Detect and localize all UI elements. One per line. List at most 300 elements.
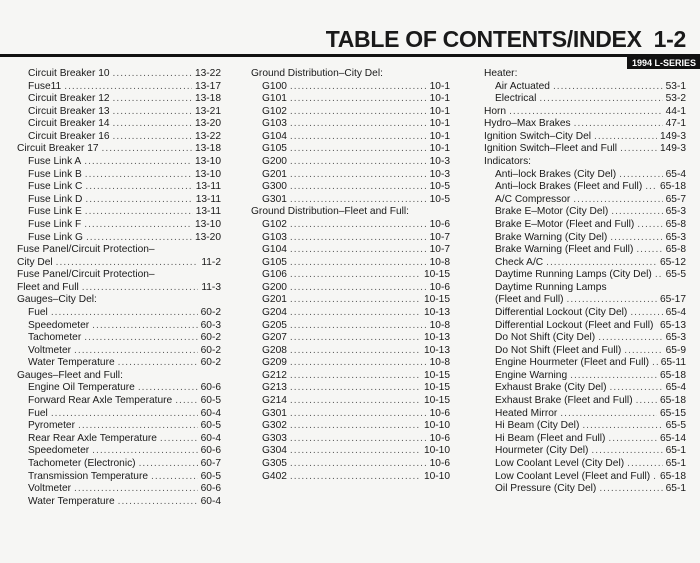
dot-leader bbox=[51, 408, 198, 421]
index-entry bbox=[17, 433, 221, 446]
entry-page-number: 65-18 bbox=[659, 181, 686, 193]
entry-label: Pyrometer bbox=[28, 420, 75, 432]
dot-leader bbox=[582, 420, 662, 433]
index-heading bbox=[251, 206, 450, 219]
entry-label: Do Not Shift (Fleet and Full) bbox=[495, 344, 622, 356]
dot-leader bbox=[78, 420, 198, 433]
entry-label: Speedometer bbox=[28, 445, 90, 457]
dot-leader bbox=[608, 433, 657, 446]
entry-page-number: 60-3 bbox=[200, 319, 221, 331]
entry-page-number: 10-6 bbox=[429, 432, 450, 444]
entry-page-number: 10-1 bbox=[429, 143, 450, 155]
index-entry bbox=[17, 345, 221, 358]
entry-page-number: 65-1 bbox=[665, 483, 686, 495]
dot-leader bbox=[624, 345, 662, 358]
dot-leader bbox=[560, 408, 657, 421]
index-entry bbox=[251, 194, 450, 207]
entry-label: Fuel bbox=[28, 306, 48, 318]
index-entry bbox=[251, 81, 450, 94]
index-entry bbox=[17, 68, 221, 81]
entry-page-number: 65-3 bbox=[665, 231, 686, 243]
entry-label: Circuit Breaker 14 bbox=[28, 118, 110, 130]
dot-leader bbox=[655, 269, 663, 282]
entry-page-number: 10-15 bbox=[423, 369, 450, 381]
dot-leader bbox=[290, 458, 427, 471]
entry-label: G302 bbox=[262, 420, 287, 432]
index-entry bbox=[251, 93, 450, 106]
index-entry bbox=[17, 93, 221, 106]
dot-leader bbox=[290, 471, 421, 484]
index-entry bbox=[17, 320, 221, 333]
entry-label: G301 bbox=[262, 193, 287, 205]
entry-page-number: 13-18 bbox=[194, 143, 221, 155]
dot-leader bbox=[290, 395, 421, 408]
entry-label: Fuse Link B bbox=[28, 168, 82, 180]
index-entry bbox=[251, 370, 450, 383]
entry-page-number: 65-5 bbox=[665, 269, 686, 281]
entry-page-number: 60-4 bbox=[200, 495, 221, 507]
title-text: TABLE OF CONTENTS/INDEX bbox=[325, 26, 642, 52]
index-entry bbox=[251, 471, 450, 484]
index-entry bbox=[251, 294, 450, 307]
entry-label: Daytime Running Lamps bbox=[495, 281, 607, 293]
dot-leader bbox=[290, 320, 427, 333]
entry-page-number: 13-10 bbox=[194, 156, 221, 168]
index-entry bbox=[484, 294, 686, 307]
entry-page-number: 44-1 bbox=[665, 105, 686, 117]
index-entry bbox=[484, 118, 686, 131]
entry-page-number: 10-6 bbox=[429, 218, 450, 230]
entry-label: Water Temperature bbox=[28, 495, 115, 507]
entry-label: Hi Beam (Fleet and Full) bbox=[495, 432, 606, 444]
index-entry bbox=[251, 282, 450, 295]
entry-page-number: 10-15 bbox=[423, 294, 450, 306]
index-entry bbox=[251, 118, 450, 131]
entry-label: Ground Distribution–Fleet and Full: bbox=[251, 206, 409, 218]
entry-page-number: 13-10 bbox=[194, 168, 221, 180]
entry-page-number: 60-4 bbox=[200, 407, 221, 419]
dot-leader bbox=[51, 307, 198, 320]
dot-leader bbox=[84, 219, 192, 232]
index-entry bbox=[484, 194, 686, 207]
entry-page-number: 13-11 bbox=[195, 193, 221, 205]
index-heading bbox=[17, 244, 221, 257]
dot-leader bbox=[567, 294, 657, 307]
entry-label: Tachometer (Electronic) bbox=[28, 457, 136, 469]
entry-page-number: 13-20 bbox=[194, 231, 221, 243]
dot-leader bbox=[290, 370, 421, 383]
dot-leader bbox=[290, 345, 421, 358]
entry-label: Engine Oil Temperature bbox=[28, 382, 135, 394]
dot-leader bbox=[290, 131, 427, 144]
entry-page-number: 10-1 bbox=[429, 105, 450, 117]
entry-page-number: 10-8 bbox=[429, 256, 450, 268]
index-entry bbox=[251, 219, 450, 232]
page-number: 1-2 bbox=[653, 26, 686, 52]
entry-label: Hourmeter (City Del) bbox=[495, 445, 589, 457]
index-entry bbox=[484, 370, 686, 383]
entry-page-number: 65-14 bbox=[659, 432, 686, 444]
entry-page-number: 60-4 bbox=[200, 432, 221, 444]
index-entry bbox=[251, 269, 450, 282]
index-entry bbox=[484, 307, 686, 320]
index-entry bbox=[17, 395, 221, 408]
entry-label: City Del bbox=[17, 256, 53, 268]
entry-page-number: 65-11 bbox=[660, 357, 686, 369]
entry-page-number: 60-2 bbox=[200, 357, 221, 369]
index-entry bbox=[484, 206, 686, 219]
dot-leader bbox=[113, 68, 192, 81]
dot-leader bbox=[594, 131, 657, 144]
entry-label: G105 bbox=[262, 256, 287, 268]
entry-page-number: 13-10 bbox=[194, 218, 221, 230]
dot-leader bbox=[637, 219, 662, 232]
index-entry bbox=[251, 445, 450, 458]
index-entry bbox=[484, 408, 686, 421]
dot-leader bbox=[56, 257, 199, 270]
dot-leader bbox=[86, 232, 192, 245]
entry-label: G201 bbox=[262, 294, 287, 306]
entry-label: A/C Compressor bbox=[495, 193, 571, 205]
dot-leader bbox=[290, 169, 427, 182]
entry-label: Fuse Link G bbox=[28, 231, 83, 243]
dot-leader bbox=[290, 106, 427, 119]
entry-label: G200 bbox=[262, 156, 287, 168]
index-entry bbox=[251, 156, 450, 169]
dot-leader bbox=[85, 181, 192, 194]
entry-label: Fuse Panel/Circuit Protection– bbox=[17, 244, 155, 256]
entry-label: Circuit Breaker 13 bbox=[28, 105, 110, 117]
index-heading bbox=[484, 156, 686, 169]
entry-page-number: 10-13 bbox=[423, 306, 450, 318]
dot-leader bbox=[653, 471, 657, 484]
entry-label: G204 bbox=[262, 306, 287, 318]
index-entry bbox=[484, 332, 686, 345]
index-entry bbox=[251, 181, 450, 194]
dot-leader bbox=[290, 143, 427, 156]
entry-page-number: 13-22 bbox=[194, 68, 221, 79]
entry-page-number: 10-1 bbox=[429, 93, 450, 105]
index-entry bbox=[251, 345, 450, 358]
entry-label: Electrical bbox=[495, 93, 537, 105]
entry-label: G106 bbox=[262, 269, 287, 281]
index-entry bbox=[17, 483, 221, 496]
entry-page-number: 65-7 bbox=[665, 193, 686, 205]
index-entry bbox=[17, 282, 221, 295]
dot-leader bbox=[85, 169, 192, 182]
entry-label: Tachometer bbox=[28, 332, 82, 344]
header-rule bbox=[0, 54, 700, 57]
entry-label: Brake Warning (City Del) bbox=[495, 231, 608, 243]
entry-page-number: 65-1 bbox=[665, 457, 686, 469]
index-heading bbox=[484, 68, 686, 81]
entry-label: Differential Lockout (City Del) bbox=[495, 306, 628, 318]
index-entry bbox=[17, 143, 221, 156]
index-entry bbox=[17, 307, 221, 320]
entry-page-number: 60-7 bbox=[200, 457, 221, 469]
entry-label: G201 bbox=[262, 168, 287, 180]
entry-page-number: 60-2 bbox=[200, 344, 221, 356]
dot-leader bbox=[573, 194, 662, 207]
entry-page-number: 10-8 bbox=[429, 357, 450, 369]
dot-leader bbox=[290, 332, 421, 345]
dot-leader bbox=[619, 169, 662, 182]
dot-leader bbox=[290, 257, 427, 270]
index-entry bbox=[17, 445, 221, 458]
entry-label: Low Coolant Level (Fleet and Full) bbox=[495, 470, 651, 482]
index-entry bbox=[17, 496, 221, 509]
dot-leader bbox=[290, 232, 427, 245]
entry-label: Ground Distribution–City Del: bbox=[251, 68, 383, 79]
dot-leader bbox=[290, 93, 427, 106]
entry-page-number: 60-5 bbox=[200, 470, 221, 482]
index-entry bbox=[251, 106, 450, 119]
entry-label: Brake E–Motor (Fleet and Full) bbox=[495, 218, 635, 230]
index-entry bbox=[17, 169, 221, 182]
dot-leader bbox=[85, 194, 192, 207]
index-entry bbox=[484, 181, 686, 194]
dot-leader bbox=[118, 496, 198, 509]
dot-leader bbox=[290, 433, 427, 446]
entry-page-number: 10-13 bbox=[423, 332, 450, 344]
index-entry bbox=[17, 357, 221, 370]
entry-label: G200 bbox=[262, 281, 287, 293]
entry-label: Hi Beam (City Del) bbox=[495, 420, 580, 432]
index-entry bbox=[251, 382, 450, 395]
entry-page-number: 10-3 bbox=[429, 168, 450, 180]
entry-page-number: 65-4 bbox=[665, 168, 686, 180]
index-entry bbox=[251, 395, 450, 408]
entry-page-number: 10-1 bbox=[429, 130, 450, 142]
entry-label: Exhaust Brake (City Del) bbox=[495, 382, 607, 394]
entry-page-number: 60-6 bbox=[200, 382, 221, 394]
dot-leader bbox=[539, 93, 662, 106]
index-entry bbox=[484, 395, 686, 408]
entry-label: Anti–lock Brakes (Fleet and Full) bbox=[495, 181, 643, 193]
dot-leader bbox=[591, 445, 662, 458]
entry-page-number: 13-22 bbox=[194, 130, 221, 142]
entry-page-number: 65-12 bbox=[659, 256, 686, 268]
dot-leader bbox=[627, 458, 663, 471]
dot-leader bbox=[74, 483, 198, 496]
entry-label: Oil Pressure (City Del) bbox=[495, 483, 597, 495]
dot-leader bbox=[290, 219, 427, 232]
dot-leader bbox=[175, 395, 197, 408]
index-heading bbox=[17, 269, 221, 282]
entry-page-number: 60-2 bbox=[200, 306, 221, 318]
entry-page-number: 65-18 bbox=[659, 395, 686, 407]
entry-label: Differential Lockout (Fleet and Full) bbox=[495, 319, 654, 331]
index-heading bbox=[251, 68, 450, 81]
dot-leader bbox=[290, 408, 427, 421]
dot-leader bbox=[290, 118, 427, 131]
entry-label: Fuel bbox=[28, 407, 48, 419]
index-entry bbox=[484, 169, 686, 182]
entry-label: Fuse Link F bbox=[28, 218, 82, 230]
page-title bbox=[326, 26, 686, 53]
dot-leader bbox=[630, 307, 662, 320]
entry-label: Exhaust Brake (Fleet and Full) bbox=[495, 395, 633, 407]
entry-label: G213 bbox=[262, 382, 287, 394]
dot-leader bbox=[652, 357, 658, 370]
index-entry bbox=[17, 408, 221, 421]
index-entry bbox=[251, 357, 450, 370]
entry-label: Heater: bbox=[484, 68, 518, 79]
entry-label: G209 bbox=[262, 357, 287, 369]
entry-label: Engine Hourmeter (Fleet and Full) bbox=[495, 357, 650, 369]
dot-leader bbox=[64, 81, 192, 94]
dot-leader bbox=[290, 445, 421, 458]
index-entry bbox=[251, 232, 450, 245]
dot-leader bbox=[290, 181, 427, 194]
entry-page-number: 65-15 bbox=[659, 407, 686, 419]
dot-leader bbox=[160, 433, 198, 446]
entry-label: G207 bbox=[262, 332, 287, 344]
entry-page-number: 65-17 bbox=[659, 294, 686, 306]
entry-page-number: 13-21 bbox=[194, 105, 221, 117]
dot-leader bbox=[113, 118, 192, 131]
entry-label: Indicators: bbox=[484, 156, 531, 168]
index-entry bbox=[484, 357, 686, 370]
index-entry bbox=[251, 143, 450, 156]
entry-label: Transmission Temperature bbox=[28, 470, 149, 482]
entry-page-number: 65-3 bbox=[665, 206, 686, 218]
entry-page-number: 10-6 bbox=[429, 281, 450, 293]
index-entry bbox=[17, 458, 221, 471]
index-entry bbox=[251, 244, 450, 257]
entry-page-number: 10-7 bbox=[429, 231, 450, 243]
entry-label: Rear Rear Axle Temperature bbox=[28, 432, 157, 444]
entry-page-number: 10-3 bbox=[429, 156, 450, 168]
entry-page-number: 13-18 bbox=[194, 93, 221, 105]
entry-label: G205 bbox=[262, 319, 287, 331]
entry-label: Fleet and Full bbox=[17, 281, 79, 293]
entry-page-number: 10-6 bbox=[429, 457, 450, 469]
dot-leader bbox=[290, 382, 421, 395]
index-entry bbox=[251, 408, 450, 421]
index-entry bbox=[17, 156, 221, 169]
index-entry bbox=[251, 420, 450, 433]
entry-label: G102 bbox=[262, 218, 287, 230]
dot-leader bbox=[290, 294, 421, 307]
index-entry bbox=[484, 257, 686, 270]
entry-page-number: 65-3 bbox=[665, 332, 686, 344]
entry-page-number: 10-10 bbox=[423, 445, 450, 457]
index-entry bbox=[484, 81, 686, 94]
dot-leader bbox=[598, 332, 662, 345]
dot-leader bbox=[84, 156, 192, 169]
entry-label: Anti–lock Brakes (City Del) bbox=[495, 168, 617, 180]
index-entry bbox=[17, 81, 221, 94]
index-entry bbox=[484, 445, 686, 458]
entry-page-number: 60-2 bbox=[200, 332, 221, 344]
index-entry bbox=[484, 345, 686, 358]
entry-label: Fuse Link D bbox=[28, 193, 83, 205]
entry-label: Air Actuated bbox=[495, 80, 550, 92]
index-entry bbox=[17, 471, 221, 484]
entry-page-number: 10-7 bbox=[429, 244, 450, 256]
entry-page-number: 65-4 bbox=[665, 382, 686, 394]
entry-label: Heated Mirror bbox=[495, 407, 558, 419]
index-entry bbox=[484, 471, 686, 484]
entry-label: G303 bbox=[262, 432, 287, 444]
index-entry bbox=[484, 458, 686, 471]
index-entry bbox=[484, 320, 686, 333]
entry-page-number: 149-3 bbox=[659, 143, 686, 155]
index-entry bbox=[251, 131, 450, 144]
entry-label: Ignition Switch–Fleet and Full bbox=[484, 143, 618, 155]
dot-leader bbox=[574, 118, 663, 131]
index-entry bbox=[484, 143, 686, 156]
index-column-1 bbox=[17, 68, 221, 508]
entry-label: Check A/C bbox=[495, 256, 544, 268]
index-entry bbox=[251, 320, 450, 333]
entry-page-number: 149-3 bbox=[659, 130, 686, 142]
entry-label: Ignition Switch–City Del bbox=[484, 130, 592, 142]
index-entry bbox=[17, 219, 221, 232]
entry-page-number: 10-15 bbox=[423, 269, 450, 281]
index-heading bbox=[17, 370, 221, 383]
entry-label: Fuse Link E bbox=[28, 206, 82, 218]
entry-label: Low Coolant Level (City Del) bbox=[495, 457, 625, 469]
entry-page-number: 10-5 bbox=[429, 181, 450, 193]
entry-label: Circuit Breaker 16 bbox=[28, 130, 110, 142]
index-entry bbox=[17, 131, 221, 144]
dot-leader bbox=[645, 181, 657, 194]
index-entry bbox=[17, 181, 221, 194]
entry-page-number: 65-18 bbox=[659, 470, 686, 482]
entry-label: Voltmeter bbox=[28, 483, 72, 495]
entry-page-number: 10-5 bbox=[429, 193, 450, 205]
entry-page-number: 10-6 bbox=[429, 407, 450, 419]
entry-page-number: 10-1 bbox=[429, 118, 450, 130]
entry-label: G103 bbox=[262, 118, 287, 130]
entry-label: G214 bbox=[262, 395, 287, 407]
entry-page-number: 13-20 bbox=[194, 118, 221, 130]
entry-label: G101 bbox=[262, 93, 287, 105]
dot-leader bbox=[85, 206, 193, 219]
index-entry bbox=[484, 433, 686, 446]
entry-label: Daytime Running Lamps (City Del) bbox=[495, 269, 652, 281]
dot-leader bbox=[290, 420, 421, 433]
index-entry bbox=[484, 382, 686, 395]
entry-label: Fuse Link A bbox=[28, 156, 82, 168]
dot-leader bbox=[138, 382, 198, 395]
entry-label: G102 bbox=[262, 105, 287, 117]
index-entry bbox=[17, 257, 221, 270]
dot-leader bbox=[102, 143, 192, 156]
entry-page-number: 10-10 bbox=[423, 420, 450, 432]
index-column-3 bbox=[484, 68, 686, 496]
dot-leader bbox=[570, 370, 657, 383]
index-entry bbox=[484, 106, 686, 119]
index-entry bbox=[17, 194, 221, 207]
entry-label: Voltmeter bbox=[28, 344, 72, 356]
dot-leader bbox=[290, 307, 421, 320]
entry-page-number: 65-9 bbox=[665, 344, 686, 356]
dot-leader bbox=[139, 458, 198, 471]
entry-page-number: 10-13 bbox=[423, 344, 450, 356]
dot-leader bbox=[92, 445, 197, 458]
dot-leader bbox=[290, 244, 427, 257]
entry-label: G105 bbox=[262, 143, 287, 155]
entry-label: Fuse11 bbox=[28, 80, 62, 92]
entry-page-number: 13-11 bbox=[195, 181, 221, 193]
index-entry bbox=[484, 219, 686, 232]
entry-label: Hydro–Max Brakes bbox=[484, 118, 571, 130]
entry-page-number: 65-8 bbox=[665, 244, 686, 256]
entry-label: G212 bbox=[262, 369, 287, 381]
